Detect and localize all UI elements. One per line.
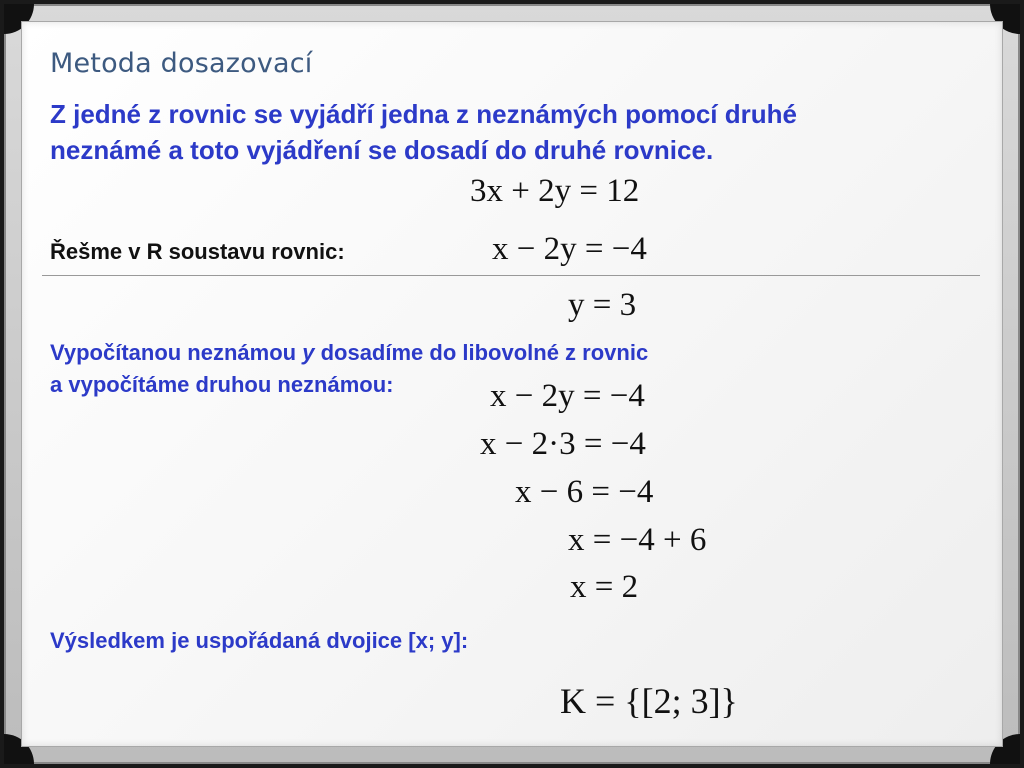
slide-title: Metoda dosazovací: [50, 48, 313, 79]
solution-set: K = {[2; 3]}: [560, 681, 738, 721]
step-5: x = 2: [570, 569, 639, 605]
equation-1: 3x + 2y = 12: [470, 173, 640, 209]
step-2: x − 2·3 = −4: [480, 426, 646, 462]
step-1: x − 2y = −4: [490, 378, 645, 414]
system-label: Řešme v R soustavu rovnic:: [50, 239, 345, 264]
substitution-text-line-1: Vypočítanou neznámou y dosadíme do libovolné z rovnic: [50, 340, 649, 365]
result-label: Výsledkem je uspořádaná dvojice [x; y]:: [50, 628, 469, 653]
intro-text: [50, 96, 980, 168]
variable-y: y: [302, 340, 315, 365]
divider-line: [42, 275, 980, 276]
equation-2: x − 2y = −4: [492, 231, 647, 267]
step-3: x − 6 = −4: [515, 474, 654, 510]
y-result: y = 3: [568, 287, 637, 323]
substitution-text-line-2: a vypočítáme druhou neznámou:: [50, 372, 394, 397]
step-4: x = −4 + 6: [568, 522, 707, 558]
intro-line-1: Z jedné z rovnic se vyjádří jedna z neznámých pomocí druhé: [50, 99, 797, 129]
intro-line-2: neznámé a toto vyjádření se dosadí do druhé rovnice.: [50, 135, 714, 165]
